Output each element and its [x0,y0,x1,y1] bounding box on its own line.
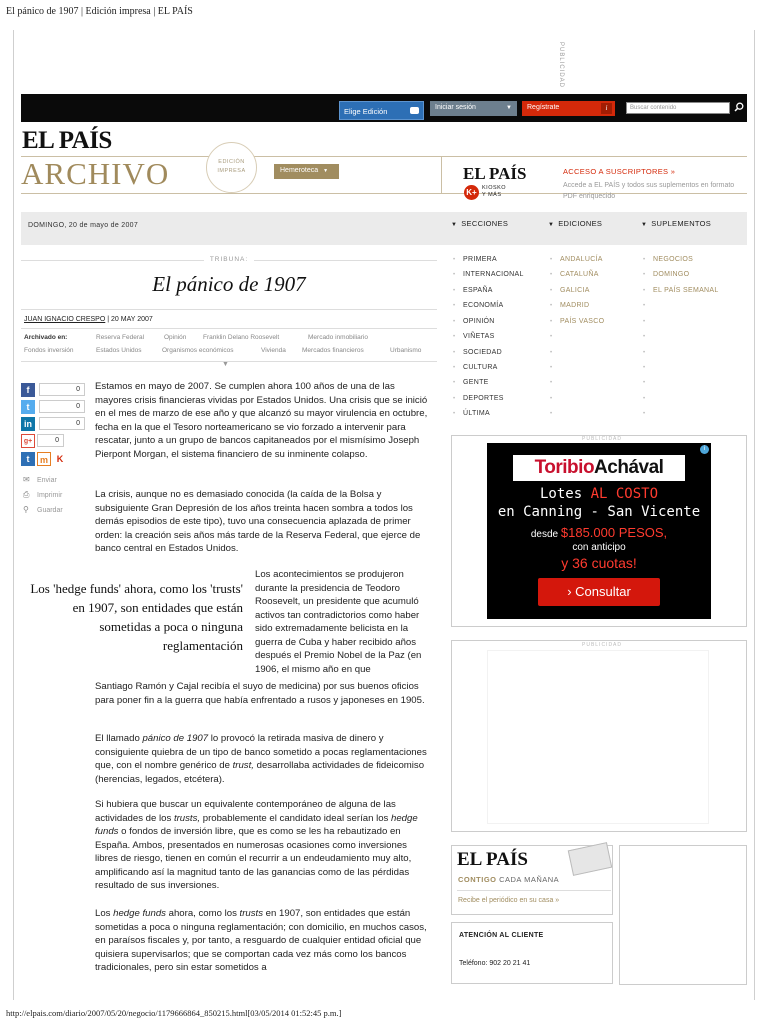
seccion-link[interactable]: GENTE [463,379,489,386]
atencion-title: ATENCIÓN AL CLIENTE [459,932,544,939]
login-button[interactable] [430,101,517,116]
text-run: lo provocó la retirada masiva de dinero y consiguiente quiebra de un tipo de banco sometido a pocas reglamentaciones que, con el nombre genérico de [95,733,427,771]
ad-brand-part2: Achával [594,457,664,478]
linkedin-icon[interactable]: in [21,417,35,431]
ad-text: desde [530,529,561,540]
title-rule [21,309,437,310]
bullet-icon: • [550,350,553,356]
tag-link[interactable]: Urbanismo [390,347,422,354]
print-page-title: El pánico de 1907 | Edición impresa | EL PAÍS [6,6,193,17]
bullet-icon: • [453,365,456,371]
bullet-icon: • [550,411,553,417]
text-run-italic: trusts [239,908,264,919]
save-icon: ⚲ [23,505,29,514]
promo-tagline-b: CADA MAÑANA [496,875,560,884]
bullet-icon: • [643,257,646,263]
search-icon[interactable] [734,102,744,112]
suplemento-link[interactable]: DOMINGO [653,271,690,278]
text-run-italic: pánico de 1907 [142,733,209,744]
bullet-icon: • [453,334,456,340]
bullet-icon: • [453,303,456,309]
bullet-icon: • [550,319,553,325]
edicion-impresa-badge [206,142,257,193]
bullet-icon: • [453,380,456,386]
ad-line-1 [487,486,711,502]
ad-brand [513,455,685,481]
text-run: Los [95,908,114,919]
text-run: en 1907, son entidades que están sometidas a poca o ninguna reglamentación; con domicilio, en muchos casos, en paraísos fiscales y, por tanto, a resguardo de cualquier entidad oficial que quisiera supervisarlos; que se comportan cada vez más como los bancos tradicionales, pero sin estar sometidos a [95,908,427,973]
text-run: desarrollaba actividades de fideicomiso (herencias, legados, etcétera). [95,760,425,785]
bullet-icon: • [550,288,553,294]
archivado-label: Archivado en: [24,334,68,341]
ad-label: PUBLICIDAD [582,436,623,442]
tag-link[interactable]: Mercado inmobiliario [308,334,368,341]
seccion-link[interactable]: ESPAÑA [463,287,493,294]
tag-link[interactable]: Fondos inversión [24,347,74,354]
triangle-down-icon: ▼ [548,222,555,228]
menea-icon[interactable]: m [37,452,51,466]
bullet-icon: • [453,272,456,278]
bullet-icon: • [550,272,553,278]
edicion-link[interactable]: PAÍS VASCO [560,318,605,325]
bullet-icon: • [453,396,456,402]
kiosko-share-icon[interactable]: K [53,452,67,466]
bullet-icon: • [643,365,646,371]
bullet-icon: • [643,380,646,386]
promo-box-right [619,845,747,985]
ad-text-red: $185.000 PESOS, [560,525,668,540]
header-divider [441,156,442,194]
seccion-link[interactable]: OPINIÓN [463,318,495,325]
ad-label-top: PUBLICIDAD [558,42,564,89]
promo-subscribe-link[interactable]: Recibe el periódico en su casa » [458,897,560,904]
choose-edition-label: Elige Edición [344,107,388,116]
bullet-icon: • [643,319,646,325]
suplemento-link[interactable]: NEGOCIOS [653,256,694,263]
google-plus-icon[interactable]: g+ [21,434,35,448]
google-plus-count: 0 [37,434,64,447]
secciones-label: SECCIONES [461,219,509,228]
facebook-icon[interactable]: f [21,383,35,397]
promo-tagline-a: CONTIGO [458,875,497,884]
ad-consultar-button[interactable]: › Consultar [538,578,660,606]
tags-rule [21,361,437,362]
bullet-icon: • [550,257,553,263]
text-run-italic: hedge funds [95,812,418,837]
seccion-link[interactable]: ECONOMÍA [463,302,504,309]
bullet-icon: • [643,350,646,356]
hemeroteca-label: Hemeroteca [280,167,319,174]
text-run-italic: hedge funds [113,908,166,919]
seccion-link[interactable]: INTERNACIONAL [463,271,524,278]
ad-text: Lotes [539,486,591,502]
register-button[interactable] [522,101,615,116]
tag-link[interactable]: Opinión [164,334,187,341]
article-paragraph [95,907,429,977]
tag-link[interactable]: Reserva Federal [96,334,145,341]
article-date: 20 MAY 2007 [111,316,153,323]
bullet-icon: • [643,334,646,340]
bullet-icon: • [643,288,646,294]
expand-arrow-icon[interactable]: ▼ [222,361,229,368]
globe-icon [410,107,419,114]
bullet-icon: • [643,272,646,278]
edicion-link[interactable]: CATALUÑA [560,271,599,278]
acceso-description: Accede a EL PAÍS y todos sus suplementos en formato PDF enriquecido [563,182,735,200]
article-paragraph: Los acontecimientos se produjeron durante la presidencia de Teodoro Roosevelt, un presidente que acumuló activos tan contradictorios como haber sido extremadamente belicista en la guerra de Cuba y haber recibido años después el Premio Nobel de la Paz (en 1906, el mismo año en que [255,569,422,675]
kiosko-text [482,185,506,199]
bullet-icon: • [550,365,553,371]
seccion-link[interactable]: DEPORTES [463,395,504,402]
login-label: Iniciar sesión [435,104,476,111]
byline-rule [21,328,437,329]
ad-brand-part1: Toribio [534,457,595,478]
ad-line-5: y 36 cuotas! [561,555,637,571]
tag-link[interactable]: Mercados financieros [302,347,364,354]
kiosko-elpais-logo[interactable]: EL PAÍS [463,164,527,183]
search-input[interactable]: Buscar contenido [626,102,730,114]
tag-link[interactable]: Estados Unidos [96,347,142,354]
text-run: probablemente el candidato ideal serían los [200,812,391,824]
bullet-icon: • [453,319,456,325]
bullet-icon: • [453,288,456,294]
guardar-link[interactable] [23,505,63,514]
suplementos-label: SUPLEMENTOS [651,219,712,228]
edicion-link[interactable]: MADRID [560,302,590,309]
atencion-phone: Teléfono: 902 20 21 41 [459,960,531,967]
text-run: El llamado [95,733,143,744]
bullet-icon: • [550,334,553,340]
hemeroteca-button[interactable] [274,164,339,179]
bullet-icon: • [453,257,456,263]
edicion-badge-line1: EDICIÓN [218,159,245,165]
printer-icon: ⎙ [23,490,30,499]
tag-link[interactable]: Franklin Delano Roosevelt [203,334,280,341]
ad-label: PUBLICIDAD [582,642,623,648]
section-label-text: TRIBUNA: [204,256,254,263]
promo-elpais-logo[interactable]: EL PAÍS [457,849,528,870]
facebook-count: 0 [39,383,85,396]
chevron-down-icon: ▼ [506,105,512,111]
seccion-link[interactable]: PRIMERA [463,256,497,263]
edition-date: DOMINGO, 20 de mayo de 2007 [28,222,139,229]
edicion-link[interactable]: GALICIA [560,287,590,294]
enviar-link[interactable] [23,475,57,484]
article-paragraph: La crisis, aunque no es demasiado conocida (la caída de la Bolsa y subsiguiente Gran Depresión de los años treinta hacen sombra a todos los demás episodios de este tipo), tuvo una consecuencia aplazada de primer orden: la creación seis años más tarde de la Reserva Federal, que ejerce de banco central en Estados Unidos. [95,489,421,554]
imprimir-label: Imprimir [37,492,63,499]
bullet-icon: • [643,303,646,309]
edicion-link[interactable]: ANDALUCÍA [560,256,603,263]
byline-separator: | [107,316,112,323]
seccion-link[interactable]: ÚLTIMA [463,410,490,417]
text-run: ahora, como los [165,908,240,919]
kiosko-text-line1: KIOSKO [482,185,507,191]
envelope-icon: ✉ [23,475,30,484]
register-label: Regístrate [527,104,560,111]
choose-edition-button[interactable] [339,101,424,120]
tag-link[interactable]: Organismos económicos [162,347,234,354]
bullet-icon: • [550,380,553,386]
archivo-logo[interactable]: ARCHIVO [21,156,170,191]
bullet-icon: • [453,411,456,417]
author-link[interactable]: JUAN IGNACIO CRESPO [24,316,106,323]
acceso-suscriptores-link[interactable]: ACCESO A SUSCRIPTORES » [563,167,676,176]
article-paragraph [95,798,429,893]
kiosko-text-line2: Y MÁS [482,192,502,198]
secciones-menu[interactable] [451,219,508,228]
ediciones-label: EDICIONES [558,219,603,228]
linkedin-count: 0 [39,417,85,430]
text-run: Si hubiera que buscar un equivalente contemporáneo de alguna de las actividades de los [95,799,396,824]
seccion-link[interactable]: SOCIEDAD [463,349,502,356]
triangle-down-icon: ▼ [641,222,648,228]
ad-line-2: en Canning - San Vicente [497,504,701,520]
ad-line-4: con anticipo [572,542,626,553]
seccion-link[interactable]: CULTURA [463,364,498,371]
toribio-achaval-ad[interactable] [487,443,711,619]
adchoices-icon[interactable]: i [700,445,709,454]
enviar-label: Enviar [37,477,57,484]
edicion-badge-line2: IMPRESA [217,168,246,174]
pull-quote: Los 'hedge funds' ahora, como los 'trusts' en 1907, son entidades que están sometidas a poca o ninguna reglamentación [30,581,243,653]
text-run-italic: trust, [232,760,254,771]
triangle-down-icon: ▼ [451,222,458,228]
imprimir-link[interactable] [23,490,62,500]
twitter-icon[interactable]: t [21,400,35,414]
promo-rule [457,890,611,891]
ediciones-menu[interactable] [548,219,602,228]
promo-tagline [458,875,559,884]
seccion-link[interactable]: VIÑETAS [463,333,495,340]
tag-link[interactable]: Vivienda [261,347,286,354]
article-paragraph: Estamos en mayo de 2007. Se cumplen ahora 100 años de una de las mayores crisis financieras vividas por Estados Unidos. Una crisis que se inició en el mes de marzo de ese año y que alcanzó su mayor virulencia en octubre, fecha en la que el Tesoro norteamericano se vio forzado a intervenir para rescatar, junto a un grupo de bancos capitaneados por el mismísimo Joseph Pierpont Morgan, el sistema financiero de su inminente colapso. [95,381,428,460]
ad-line-3 [487,525,711,540]
print-footer-url: http://elpais.com/diario/2007/05/20/negocio/1179666864_850215.html[03/05/2014 01:52:45 p.m.] [6,1008,342,1018]
elpais-logo[interactable]: EL PAÍS [22,127,112,154]
article-paragraph: Santiago Ramón y Cajal recibía el suyo de medicina) por sus buenos oficios para poner fin a la guerra que había enfrentado a rusos y japoneses en 1905. [95,681,425,706]
kiosko-icon[interactable]: K+ [464,185,479,200]
guardar-label: Guardar [37,507,63,514]
byline [24,316,153,323]
suplementos-menu[interactable] [641,219,711,228]
chevron-down-icon: ▼ [323,168,329,174]
info-icon[interactable]: i [601,103,612,114]
twitter-count: 0 [39,400,85,413]
bullet-icon: • [643,411,646,417]
ad-text-red: AL COSTO [590,486,658,502]
bullet-icon: • [643,396,646,402]
ad-placeholder [487,650,709,824]
bullet-icon: • [550,396,553,402]
article-title: El pánico de 1907 [152,272,306,296]
section-label [21,256,437,263]
text-run: o fondos de inversión libre, que es como se les ha rebautizado en España. Ambos, presentados en numerosas ocasiones como inversiones libres de riesgo, tienen en común el recurrir a un endeudamiento muy alto, amplificando así la magnitud tanto de las ganancias como de las pérdidas resultado de sus inversiones. [95,826,412,891]
tuenti-icon[interactable]: t [21,452,35,466]
article-paragraph [95,732,429,786]
bullet-icon: • [550,303,553,309]
bullet-icon: • [453,350,456,356]
suplemento-link[interactable]: EL PAÍS SEMANAL [653,287,719,294]
text-run-italic: trusts, [173,812,201,824]
